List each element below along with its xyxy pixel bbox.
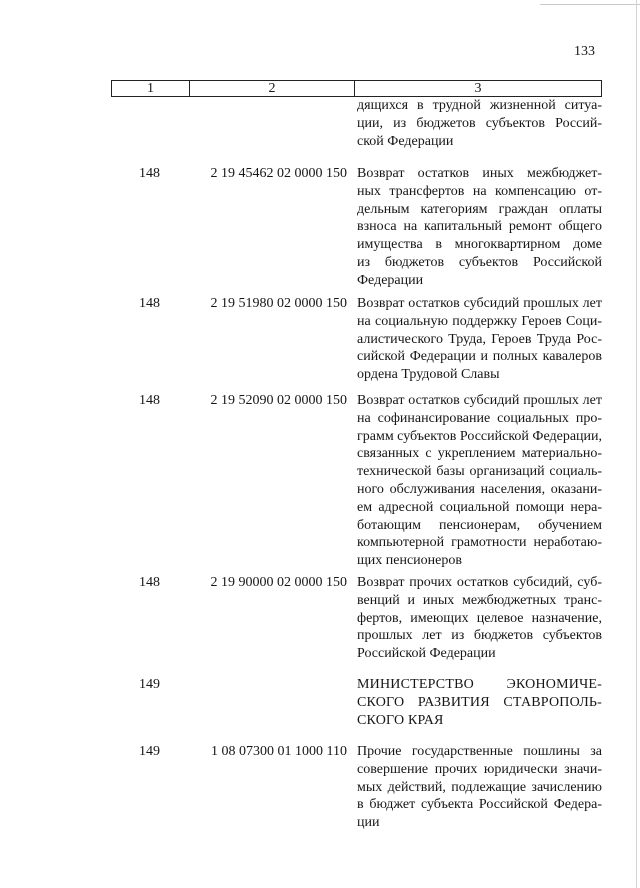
description-line: на софинансирование социальных про-	[357, 410, 602, 426]
description-line: Возврат остатков субсидий прошлых лет	[357, 296, 602, 311]
row-description	[357, 392, 602, 570]
column-header-row	[111, 80, 602, 97]
description-line: алистического Труда, Героев Труда Рос-	[357, 331, 602, 347]
description-line: ботающим пенсионерам, обучением	[357, 517, 602, 533]
budget-code: 1 08 07300 01 1000 110	[211, 744, 347, 759]
description-line: дельным категориям граждан оплаты	[357, 201, 602, 217]
row-description	[357, 165, 602, 290]
description-line: мых действий, подлежащие зачислению	[357, 779, 602, 795]
description-line: фертов, имеющих целевое назначение,	[357, 610, 602, 626]
description-line: прошлых лет из бюджетов субъектов	[357, 628, 602, 644]
description-line: связанных с укреплением материально-	[357, 446, 602, 462]
continuation-description	[357, 97, 602, 150]
scan-edge-right	[636, 0, 637, 888]
description-line: СКОГО РАЗВИТИЯ СТАВРОПОЛЬ-	[357, 694, 602, 710]
description-line: Возврат прочих остатков субсидий, суб-	[357, 575, 602, 590]
budget-code: 2 19 51980 02 0000 150	[210, 296, 347, 311]
row-number: 148	[139, 296, 160, 311]
description-line: ции	[357, 815, 380, 831]
row-number: 148	[139, 393, 160, 408]
description-line: компьютерной грамотности неработаю-	[357, 535, 602, 551]
scan-edge-top	[540, 4, 640, 5]
description-line: Прочие государственные пошлины за	[357, 744, 602, 759]
description-line: СКОГО КРАЯ	[357, 712, 444, 728]
description-line: Возврат остатков субсидий прошлых лет	[357, 393, 602, 408]
budget-code: 2 19 52090 02 0000 150	[210, 393, 347, 408]
column-header-2: 2	[190, 81, 355, 96]
description-line: Возврат остатков иных межбюджет-	[357, 166, 602, 181]
description-line: имущества в многоквартирном доме	[357, 237, 602, 253]
description-line: грамм субъектов Российской Федерации,	[357, 428, 603, 444]
budget-code: 2 19 90000 02 0000 150	[210, 575, 347, 590]
row-description	[357, 574, 602, 663]
description-line: ской Федерации	[357, 133, 454, 149]
description-line: Федерации	[357, 272, 424, 288]
description-line: технической базы организаций социаль-	[357, 464, 602, 480]
description-line: МИНИСТЕРСТВО ЭКОНОМИЧЕ-	[357, 677, 602, 692]
description-line: ции, из бюджетов субъектов Россий-	[357, 115, 602, 131]
description-line: совершение прочих юридически значи-	[357, 761, 602, 777]
description-line: в бюджет субъекта Российской Федера-	[357, 797, 602, 813]
description-line: ем адресной социальной помощи нера-	[357, 499, 602, 515]
description-line: сийской Федерации и полных кавалеров	[357, 349, 602, 365]
description-line: из бюджетов субъектов Российской	[357, 254, 602, 270]
row-description	[357, 295, 602, 384]
description-line: венций и иных межбюджетных транс-	[357, 592, 602, 608]
row-number: 149	[139, 744, 160, 759]
row-number: 148	[139, 166, 160, 181]
row-description	[357, 743, 602, 832]
budget-code: 2 19 45462 02 0000 150	[210, 166, 347, 181]
description-line: взноса на капитальный ремонт общего	[357, 219, 602, 235]
column-header-1: 1	[112, 81, 190, 96]
description-line: Российской Федерации	[357, 646, 496, 662]
description-line: дящихся в трудной жизненной ситуа-	[357, 98, 602, 113]
description-line: ного обслуживания населения, оказани-	[357, 481, 602, 497]
description-line: ордена Трудовой Славы	[357, 367, 500, 383]
row-number: 148	[139, 575, 160, 590]
row-number: 149	[139, 677, 160, 692]
description-line: ных трансфертов на компенсацию от-	[357, 183, 602, 199]
ministry-heading	[357, 676, 602, 729]
page-number: 133	[574, 44, 595, 59]
description-line: на социальную поддержку Героев Соци-	[357, 313, 602, 329]
column-header-3: 3	[474, 81, 482, 96]
description-line: щих пенсионеров	[357, 553, 462, 569]
